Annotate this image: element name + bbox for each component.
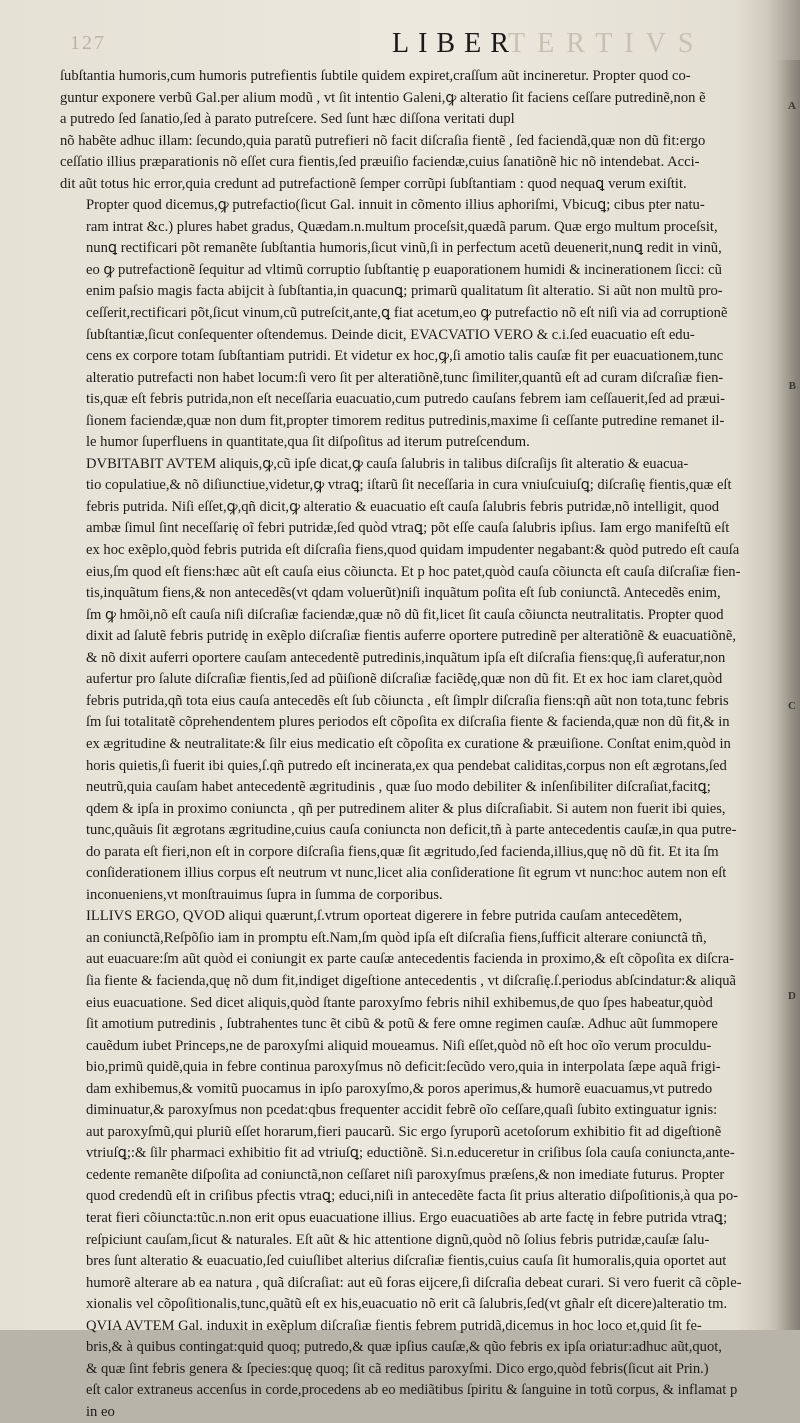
- text-line: enim paſsio magis facta abijcit à ſubſtantia,in quacunꝗ; primarũ qualitatum ſit alteratio. Si aũt non multũ pro-: [86, 283, 723, 300]
- text-line: ILLIVS ERGO, QVOD aliqui quærunt,ſ.vtrum oporteat digerere in febre putrida cauſam antecedẽtem,: [86, 908, 683, 925]
- text-line: ambæ ſimul ſint neceſſarię oĩ febri putridæ,ſed quòd vtraꝗ; põt eſſe cauſa ſalubris ipſius. Iam ergo manifeſtũ eſt: [86, 520, 730, 537]
- text-line: eius,ſm quod eſt fiens:hæc aũt eſt cauſa eius cõiuncta. Et p hoc patet,quòd cauſa cõiuncta eſt cauſa diſcraſiæ fien-: [86, 563, 741, 580]
- text-line: ceſſatio illius præparationis nõ eſſet cura fientis,ſed præuiſio faciendæ,cuius ſanatiõnẽ hic nõ intendebat. Acci-: [60, 154, 700, 171]
- text-line: aut paroxyſmũ,qui pluriũ eſſet horarum,fieri paucarũ. Sic ergo ſyruporũ acetoſorum exhibitio fit ad digeſtionẽ: [86, 1123, 722, 1140]
- paragraph: [60, 1316, 778, 1423]
- text-line: dixit ad ſalutẽ febris putridę in exẽplo diſcraſiæ fientis auferre oportere putredinẽ per alteratiõnẽ & euacuatiõnẽ,: [86, 628, 736, 645]
- text-line: ram intrat &c.) plures habet gradus, Quædam.n.multum proceſsit,quædã parum. Quæ ergo multum proceſsit,: [86, 218, 718, 235]
- text-line: a putredo ſed ſanatio,ſed à parato putreſcere. Sed ſunt hæc diſſona veritati dupl: [60, 111, 515, 128]
- text-line: DVBITABIT AVTEM aliquis,ꝙ,cũ ipſe dicat,ꝙ cauſa ſalubris in talibus diſcraſijs ſit alteratio & euacua-: [86, 455, 689, 472]
- text-line: conſiderationem illius corpus eſt neutrum vt nunc,licet alia conſideratione ſit egrum vt nunc:hoc autem non eſt: [86, 865, 727, 882]
- paragraph: [60, 906, 778, 1315]
- text-line: ex ægritudine & neutralitate:& ſilr eius medicatio eſt cõpoſita ex curatione & præuiſione. Conſtat enim,quòd in: [86, 735, 731, 752]
- text-line: eſt calor extraneus accenſus in corde,procedens ab eo mediãtibus ſpiritu & ſanguine in totũ corpus, & inflamat p: [86, 1382, 738, 1399]
- text-line: inconueniens,vt monſtrauimus ſupra in ſumma de corporibus.: [86, 886, 443, 903]
- text-line: ſubſtantia humoris,cum humoris putrefientis ſubtile quidem expiret,craſſum aũt incineretur. Propter quod co-: [60, 68, 691, 84]
- text-line: ſia fiente & facienda,quę nõ dum fit,indiget digeſtione antecedentis , vt diſcraſię.ſ.periodus abſcindatur:& aliquã: [86, 972, 737, 989]
- text-line: QVIA AVTEM Gal. induxit in exẽplum diſcraſiæ fientis febrem putridã,dicemus in hoc loco et,quid ſit fe-: [86, 1317, 702, 1334]
- text-line: ſm ſui totalitatẽ cõprehendentem plures periodos eſt cõpoſita ex diſcraſia fiente & facienda,quæ non dũ fit,& in: [86, 714, 730, 731]
- text-line: terat fieri cõiuncta:tũc.n.non erit opus euacuatione illius. Ergo euacuatiões ab arte factę in febre putrida vtraꝗ;: [86, 1209, 728, 1226]
- text-line: tunc,quãuis ſit ægrotans ægritudine,cuius cauſa coniuncta non deficit,tñ à parte antecedentis cauſæ,in qua putre-: [86, 822, 737, 839]
- text-line: ſit amotium putredinis , ſubtrahentes tunc ẽt cibũ & potũ & fere omne regimen cauſæ. Adhuc aũt ſummopere: [86, 1016, 718, 1033]
- text-line: tis,quæ eſt febris putrida,non eſt neceſſaria euacuatio,cum putredo cauſans febrem iam ceſſauerit,ſed ad præui-: [86, 391, 726, 408]
- text-line: nõ habẽte adhuc illam: ſecundo,quia paratũ putrefieri nõ facit diſcraſia fientẽ , ſed faciendã,quæ non dũ fit:ergo: [60, 132, 706, 149]
- text-line: cens ex corpore totam ſubſtantiam putridi. Et videtur ex hoc,ꝙ,ſi amotio talis cauſæ fit per euacuationem,tunc: [86, 348, 724, 365]
- text-line: diminuatur,& paroxyſmus non pcedat:qbus frequenter accidit febrẽ oĩo ceſſare,quaſi ſubito extinguatur ignis:: [86, 1102, 718, 1119]
- text-line: qdem & ipſa in proximo coniuncta , qñ per putredinem aliter & plus diſcraſiabit. Si autem non fuerit ibi quies,: [86, 800, 726, 817]
- text-line: febris putrida,qñ tota eius cauſa antecedẽs eſt ſub cõiuncta , eſt ſimplr diſcraſia fiens:qñ aũt non tota,tunc febris: [86, 692, 729, 709]
- running-header: [0, 28, 800, 58]
- text-line: ſubſtantiæ,ſicut conſequenter oſtendemus. Deinde dicit, EVACVATIO VERO & c.i.ſed euacuatio eſt edu-: [86, 326, 695, 343]
- text-line: dam exhibemus,& vomitũ puocamus in ipſo paroxyſmo,& poros aperimus,& humorẽ euacuamus,vt putredo: [86, 1080, 713, 1097]
- text-line: vtriuſꝗ;:& ſilr pharmaci exhibitio fit ad vtriuſꝗ; eductiõnẽ. Si.n.educeretur in criſibus ſola cauſa coniuncta,ante-: [86, 1145, 735, 1162]
- paragraph: [60, 195, 778, 454]
- text-line: eo ꝙ putrefactionẽ ſequitur ad vltimũ corruptio ſubſtantię p euaporationem humidi & incinerationem ſicci: cũ: [86, 261, 722, 278]
- text-line: horis quietis,ſi fuerit ibi quies,ſ.qñ putredo eſt incinerata,ex qua pendebat caliditas,corpus non eſt ægrotans,ſed: [86, 757, 727, 774]
- text-line: alteratio putrefacti non habet locum:ſi vero ſit per alteratiõnẽ,tunc ſimiliter,quantũ eſt ad curam diſcraſiæ fien-: [86, 369, 724, 386]
- text-line: Propter quod dicemus,ꝙ putrefactio(ſicut Gal. innuit in cõmento illius aphoriſmi, Vbicuꝗ; cibus pter natu-: [86, 197, 705, 214]
- paragraph: [60, 66, 778, 195]
- margin-note: C: [788, 700, 796, 712]
- text-line: in eo: [86, 1403, 115, 1420]
- main-text: [60, 66, 778, 1420]
- text-line: ſionem faciendæ,quæ non dum fit,propter timorem reditus putredinis,maxime ſi ceſſante putredine remanet il-: [86, 412, 725, 429]
- page-title: LIBER: [392, 28, 518, 59]
- margin-note: D: [788, 990, 796, 1002]
- text-line: & quæ ſint febris genera & ſpecies:quę quoq; ſit cã reditus paroxyſmi. Dico ergo,quòd febris(ſicut ait Prin.): [86, 1360, 709, 1377]
- text-line: le humor ſuperfluens in quantitate,qua ſit diſpoſitus ad iterum putreſcendum.: [86, 434, 530, 451]
- text-line: bres ſunt alteratio & euacuatio,ſed cuiuſlibet alterius diſcraſiæ fientis,cuius cauſa ſit humoralis,quia oportet aut: [86, 1253, 727, 1270]
- text-line: do parata eſt fieri,non eſt in corpore diſcraſia fiens,quæ ſit ægritudo,ſed facienda,illius,quę nõ dũ fit. Et ita ſm: [86, 843, 719, 860]
- margin-note: A: [788, 100, 796, 112]
- folio-number: 127: [70, 32, 106, 54]
- text-line: eius euacuatione. Sed dicet aliquis,quòd ſtante paroxyſmo febris nihil exhibemus,de quo ſpes habeatur,quòd: [86, 994, 713, 1011]
- text-line: & nõ dixit auferri oportere cauſam antecedentẽ putredinis,inquãtum ipſa eſt diſcraſia fiens:quę,ſi auferatur,non: [86, 649, 726, 666]
- text-line: febris putrida. Niſi eſſet,ꝙ,qñ dicit,ꝙ alteratio & euacuatio eſt cauſa ſalubris febris putridæ,nõ intelligit, quod: [86, 498, 720, 515]
- text-line: tis,inquãtum fiens,& non antecedẽs(vt qdam voluerũt)niſi inquãtum poſita eſt ſub coniunctã. Antecedẽs enim,: [86, 585, 721, 602]
- page-gutter-shadow: [776, 60, 800, 1330]
- show-through-title: TERTIVS: [508, 28, 706, 59]
- text-line: reſpiciunt cauſam,ſicut & naturales. Eſt aũt & hic attentione dignũ,quòd nõ ſolius febris putridæ,cauſæ ſalu-: [86, 1231, 710, 1248]
- text-line: ex hoc exẽplo,quòd febris putrida eſt diſcraſia fiens,quod quidam impudenter negabant:& quòd putredo eſt cauſa: [86, 542, 740, 559]
- margin-note: B: [788, 380, 796, 392]
- text-line: an coniunctã,Reſpõſio iam in promptu eſt.Nam,ſm quòd ipſa eſt diſcraſia fiens,ſufficit alterare coniunctã tñ,: [86, 929, 707, 946]
- text-line: nunꝗ rectificari põt remanẽte ſubſtantia humoris,ſicut vinũ,ſi in perfectum acetũ deuenerit,nunꝗ redit in vinũ,: [86, 240, 722, 257]
- text-line: quod credendũ eſt in criſibus pfectis vtraꝗ; educi,niſi in antecedẽte facta ſit prius alteratio diſpoſitionis,à qua po-: [86, 1188, 738, 1205]
- text-line: humorẽ alterare ab ea natura , quã diſcraſiat: aut eũ foras eijcere,ſi diſcraſia debeat curari. Si vero fuerit cã cõple-: [86, 1274, 742, 1291]
- text-line: xionalis vel cõpoſitionalis,tunc,quãtũ eſt ex his,euacuatio nõ erit cã ſalubris,ſed(vt gñalr eſt dicere)alteratio tm.: [86, 1296, 728, 1313]
- text-line: cedente remanẽte diſpoſita ad coniunctã,non ceſſaret niſi paroxyſmus præſens,& non imediate futurus. Propter: [86, 1166, 725, 1183]
- text-line: aut euacuare:ſm aũt quòd ei coniungit ex parte cauſæ antecedentis facienda in proximo,& eſt cõpoſita ex diſcra-: [86, 951, 734, 968]
- text-line: cauẽdum iubet Princeps,ne de paroxyſmi aliquid moueamus. Niſi eſſet,quòd nõ eſt hoc oĩo verum proculdu-: [86, 1037, 712, 1054]
- text-line: tio copulatiue,& nõ diſiunctiue,videtur,ꝙ vtraꝗ; iſtarũ ſit neceſſaria in cura vniuſcuiuſꝗ; diſcraſię fientis,quæ eſt: [86, 477, 732, 494]
- text-line: bio,primũ quidẽ,quia in febre continua paroxyſmus nõ deficit:ſecũdo vero,quia in interpolata ſæpe aquã frigi-: [86, 1059, 721, 1076]
- text-line: bris,& à quibus contingat:quid quoq; putredo,& quæ ipſius cauſæ,& qũo febris ex ipſa oriatur:adhuc aũt,quot,: [86, 1339, 722, 1356]
- text-line: dit aũt totus hic error,quia credunt ad putrefactionẽ ſemper corrũpi ſubſtantiam : quod nequaꝗ verum exiſtit.: [60, 175, 687, 192]
- text-line: neutrũ,quia cauſam habet antecedentẽ ægritudinis , quæ ſuo modo debiliter & inſenſibiliter diſcraſiat,facitꝗ;: [86, 779, 711, 796]
- paragraph: [60, 454, 778, 906]
- text-line: ceſſerit,rectificari põt,ſicut vinum,cũ putreſcit,ante,ꝗ fiat acetum,eo ꝙ putrefactio nõ eſt niſi via ad corruptionẽ: [86, 305, 728, 322]
- text-line: guntur exponere verbũ Gal.per alium modũ , vt ſit intentio Galeni,ꝙ alteratio ſit faciens ceſſare putredinẽ,non ẽ: [60, 89, 706, 106]
- text-line: ſm ꝙ hmõi,nõ eſt cauſa niſi diſcraſiæ faciendæ,quæ nõ dũ fit,licet ſit cauſa cõiuncta neutralitatis. Propter quod: [86, 606, 724, 623]
- text-line: aufertur pro ſalute diſcraſiæ fientis,ſed ad pũiſionẽ diſcraſiæ faciẽdę,quæ non dũ fit. Et ex hoc iam claret,quòd: [86, 671, 723, 688]
